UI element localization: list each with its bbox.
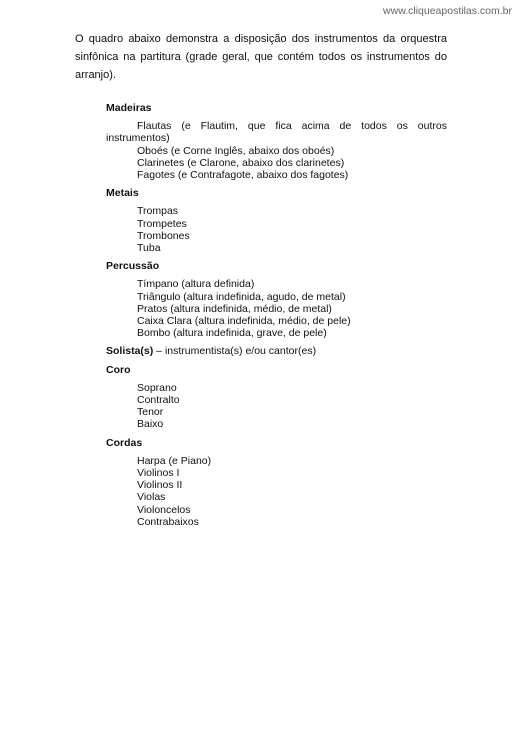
list-item: Baixo xyxy=(137,418,164,431)
list-item: Contrabaixos xyxy=(137,515,199,528)
list-item: Tímpano (altura definida) xyxy=(137,278,255,291)
orchestra-layout xyxy=(106,102,447,534)
list-item: Triângulo (altura indefinida, agudo, de metal) xyxy=(137,290,346,303)
percussao-list xyxy=(106,278,447,339)
list-item: Tenor xyxy=(137,406,164,419)
intro-paragraph: O quadro abaixo demonstra a disposição dos instrumentos da orquestra sinfônica na partitura (grade geral, que contém todos os instrumentos do arranjo). xyxy=(75,33,447,81)
list-item: Contralto xyxy=(137,394,180,407)
list-item: Pratos (altura indefinida, médio, de metal) xyxy=(137,302,332,315)
madeiras-list xyxy=(106,120,447,181)
section-percussao xyxy=(106,260,447,339)
coro-list xyxy=(106,382,447,431)
section-solista xyxy=(106,345,447,357)
cordas-list xyxy=(106,455,447,528)
list-item: Caixa Clara (altura indefinida, médio, de pele) xyxy=(137,315,351,328)
list-item: Soprano xyxy=(137,381,177,394)
section-coro xyxy=(106,364,447,431)
list-item: Trompetes xyxy=(137,217,187,230)
list-item: Fagotes (e Contrafagote, abaixo dos fagotes) xyxy=(137,169,349,182)
metais-list xyxy=(106,205,447,254)
list-item: Violoncelos xyxy=(137,503,191,516)
list-item: Flautas (e Flautim, que fica acima de todos os outros instrumentos) xyxy=(106,120,447,145)
list-item: Harpa (e Piano) xyxy=(137,454,212,467)
section-heading-madeiras: Madeiras xyxy=(106,102,152,114)
list-item: Bombo (altura indefinida, grave, de pele) xyxy=(137,327,327,340)
list-item: Violinos I xyxy=(137,467,180,480)
section-cordas xyxy=(106,437,447,528)
list-item: Oboés (e Corne Inglês, abaixo dos oboés) xyxy=(137,144,335,157)
section-heading-cordas: Cordas xyxy=(106,436,143,449)
list-item: Clarinetes (e Clarone, abaixo dos clarinetes) xyxy=(137,156,345,169)
list-item: Violas xyxy=(137,491,166,504)
list-item: Tuba xyxy=(137,242,161,255)
section-madeiras xyxy=(106,102,447,181)
list-item: Trompas xyxy=(137,205,179,218)
section-metais xyxy=(106,187,447,254)
section-heading-percussao: Percussão xyxy=(106,260,160,273)
list-item: Violinos II xyxy=(137,479,183,492)
site-url: www.cliqueapostilas.com.br xyxy=(383,5,512,17)
solista-description: – instrumentista(s) e/ou cantor(es) xyxy=(153,345,317,358)
section-heading-solista: Solista(s) xyxy=(106,345,154,358)
section-heading-coro: Coro xyxy=(106,363,131,376)
section-heading-metais: Metais xyxy=(106,187,139,200)
list-item: Trombones xyxy=(137,229,190,242)
